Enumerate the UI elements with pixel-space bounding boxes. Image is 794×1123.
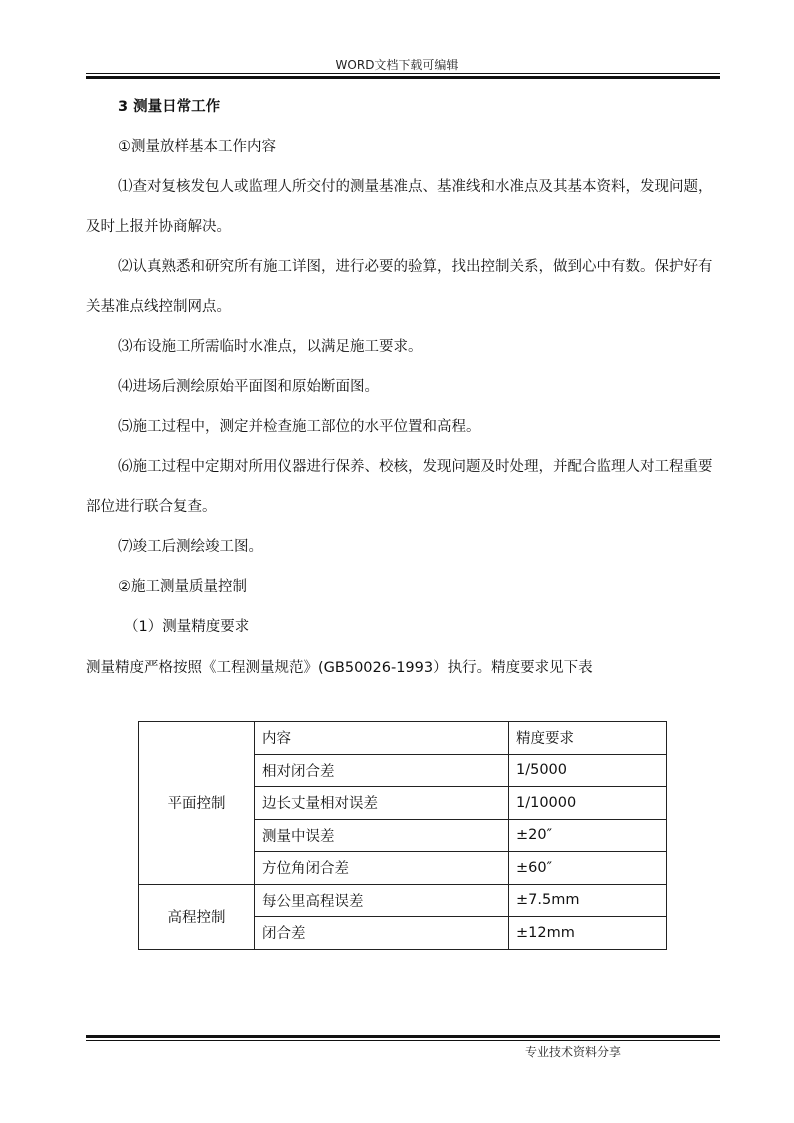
footer-rule-thick xyxy=(86,1035,720,1038)
item-cell: 每公里高程误差 xyxy=(255,884,509,917)
footer-text: 专业技术资料分享 xyxy=(525,1045,622,1059)
value-cell: 1/5000 xyxy=(509,754,667,787)
item-cell: 相对闭合差 xyxy=(255,754,509,787)
paragraph-item4: ⑷进场后测绘原始平面图和原始断面图。 xyxy=(118,379,379,395)
value-cell: 1/10000 xyxy=(509,787,667,820)
paragraph-item2-line2: 关基准点线控制网点。 xyxy=(86,299,231,315)
header-rule-thin xyxy=(86,73,720,74)
part2-title: ②施工测量质量控制 xyxy=(118,579,247,595)
paragraph-item5: ⑸施工过程中，测定并检查施工部位的水平位置和高程。 xyxy=(118,419,481,435)
header-cell-content: 内容 xyxy=(255,722,509,755)
value-cell: ±7.5mm xyxy=(509,884,667,917)
paragraph-item2-line1: ⑵认真熟悉和研究所有施工详图，进行必要的验算，找出控制关系，做到心中有数。保护好有 xyxy=(118,259,713,275)
header-rule-thick xyxy=(86,76,720,79)
header-text: WORD文档下载可编辑 xyxy=(335,58,459,72)
part2-intro: 测量精度严格按照《工程测量规范》(GB50026-1993）执行。精度要求见下表 xyxy=(86,660,593,676)
paragraph-item3: ⑶布设施工所需临时水准点，以满足施工要求。 xyxy=(118,339,423,355)
table-header-row xyxy=(139,722,667,755)
paragraph-item6-line2: 部位进行联合复查。 xyxy=(86,499,217,515)
item-cell: 方位角闭合差 xyxy=(255,852,509,885)
paragraph-item1-line2: 及时上报并协商解决。 xyxy=(86,219,231,235)
precision-table xyxy=(138,721,667,950)
header-cell-precision: 精度要求 xyxy=(509,722,667,755)
value-cell: ±12mm xyxy=(509,917,667,950)
paragraph-item1-line1: ⑴查对复核发包人或监理人所交付的测量基准点、基准线和水准点及其基本资料，发现问题， xyxy=(118,179,713,195)
item-cell: 闭合差 xyxy=(255,917,509,950)
item-cell: 边长丈量相对误差 xyxy=(255,787,509,820)
item-cell: 测量中误差 xyxy=(255,819,509,852)
group-cell-elevation-control: 高程控制 xyxy=(139,884,255,949)
table-row xyxy=(139,884,667,917)
footer-rule-thin xyxy=(86,1040,720,1041)
value-cell: ±20″ xyxy=(509,819,667,852)
group-cell-plane-control: 平面控制 xyxy=(139,722,255,885)
paragraph-item6-line1: ⑹施工过程中定期对所用仪器进行保养、校核，发现问题及时处理，并配合监理人对工程重要 xyxy=(118,459,713,475)
section-heading: 3 测量日常工作 xyxy=(118,99,221,115)
part2-subtitle: （1）测量精度要求 xyxy=(124,619,250,635)
paragraph-item7: ⑺竣工后测绘竣工图。 xyxy=(118,539,263,555)
value-cell: ±60″ xyxy=(509,852,667,885)
part1-title: ①测量放样基本工作内容 xyxy=(118,139,276,155)
